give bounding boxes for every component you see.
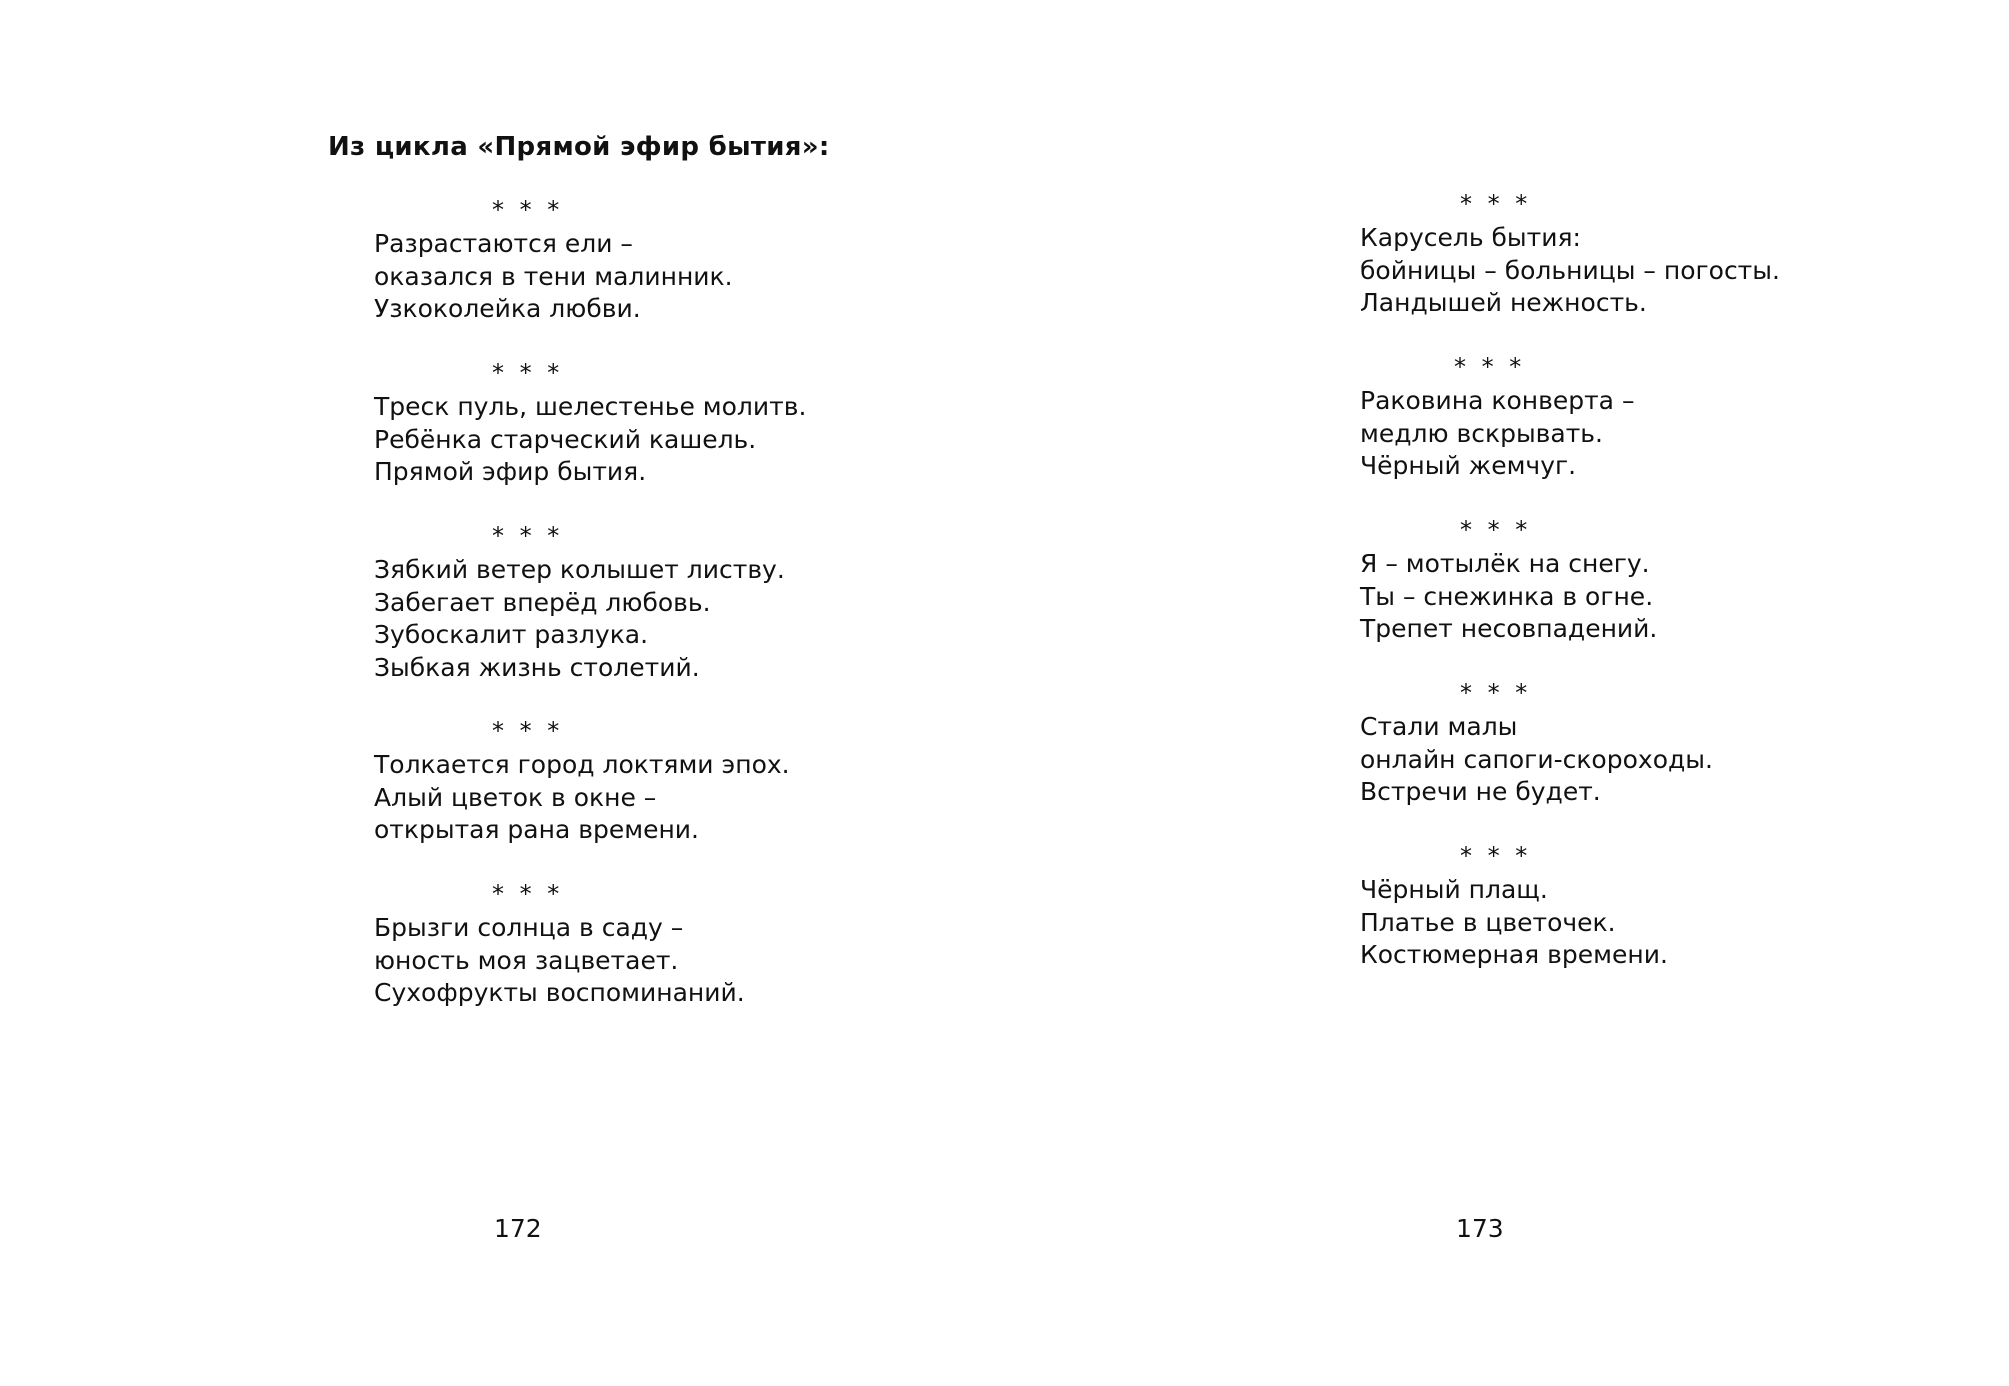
poem: [1360, 842, 2000, 1005]
poem-lines: [1360, 874, 1668, 972]
poem-line: Узкоколейка любви.: [374, 294, 641, 323]
poem-separator: * * *: [492, 196, 564, 224]
poem-separator: * * *: [492, 359, 564, 387]
poem-line: Платье в цветочек.: [1360, 907, 1616, 937]
poem-line: медлю вскрывать.: [1360, 418, 1603, 448]
poem-line: Прямой эфир бытия.: [374, 457, 647, 486]
poem-line: Забегает вперёд любовь.: [374, 587, 711, 617]
poem: [374, 522, 1014, 717]
poem: [374, 880, 1014, 1043]
poem-line: Треск пуль, шелестенье молитв.: [374, 392, 807, 421]
poem: [1360, 190, 2000, 353]
poem-separator: * * *: [492, 717, 564, 745]
poem-line: Я – мотылёк на снегу.: [1360, 549, 1650, 578]
poem-line: Чёрный плащ.: [1360, 875, 1548, 904]
poem: [374, 717, 1014, 880]
poem-lines: [1360, 711, 1713, 809]
poem-lines: [374, 391, 806, 489]
poem-lines: [374, 912, 745, 1010]
poem-line: Брызги солнца в саду –: [374, 913, 684, 942]
poem-line: открытая рана времени.: [374, 815, 699, 844]
poem-line: Сухофрукты воспоминаний.: [374, 978, 745, 1007]
poem: [374, 359, 1014, 522]
poem-separator: * * *: [1460, 190, 1532, 218]
right-page: [1004, 0, 2009, 1386]
poem-line: бойницы – больницы – погосты.: [1360, 255, 1780, 285]
poem-separator: * * *: [1460, 679, 1532, 707]
poem-line: оказался в тени малинник.: [374, 261, 733, 291]
poem-line: Раковина конверта –: [1360, 386, 1635, 415]
poem-line: Разрастаются ели –: [374, 229, 633, 258]
cycle-title: Из цикла «Прямой эфир бытия»:: [328, 132, 830, 162]
poem-lines: [1360, 222, 1780, 320]
poem-line: Толкается город локтями эпох.: [374, 750, 790, 779]
poem-separator: * * *: [492, 522, 564, 550]
poem-lines: [374, 228, 733, 326]
poem-separator: * * *: [1460, 516, 1532, 544]
left-poems: [374, 196, 1014, 1043]
right-poems: [1360, 190, 2000, 1005]
poem: [374, 196, 1014, 359]
poem-line: Стали малы: [1360, 712, 1518, 741]
poem-line: Зыбкая жизнь столетий.: [374, 652, 700, 682]
poem-line: юность моя зацветает.: [374, 945, 679, 975]
poem-line: Карусель бытия:: [1360, 223, 1581, 252]
poem-line: Встречи не будет.: [1360, 777, 1601, 806]
poem-line: Чёрный жемчуг.: [1360, 451, 1577, 480]
poem-line: Алый цветок в окне –: [374, 782, 657, 812]
poem-lines: [374, 554, 785, 684]
page-number: 173: [1456, 1214, 1504, 1243]
poem-line: Ребёнка старческий кашель.: [374, 424, 757, 454]
poem: [1360, 679, 2000, 842]
poem-line: Костюмерная времени.: [1360, 940, 1668, 969]
poem: [1360, 516, 2000, 679]
poem-line: Трепет несовпадений.: [1360, 614, 1658, 643]
poem-separator: * * *: [1454, 353, 1526, 381]
left-page: [0, 0, 1004, 1386]
poem: [1360, 353, 2000, 516]
page-number: 172: [494, 1214, 542, 1243]
poem-line: онлайн сапоги-скороходы.: [1360, 744, 1713, 774]
poem-separator: * * *: [492, 880, 564, 908]
poem-line: Ты – снежинка в огне.: [1360, 581, 1654, 611]
poem-line: Зябкий ветер колышет листву.: [374, 555, 785, 584]
poem-lines: [374, 749, 790, 847]
poem-separator: * * *: [1460, 842, 1532, 870]
poem-line: Зубоскалит разлука.: [374, 620, 649, 649]
poem-lines: [1360, 548, 1657, 646]
poem-lines: [1360, 385, 1634, 483]
poem-line: Ландышей нежность.: [1360, 288, 1647, 317]
